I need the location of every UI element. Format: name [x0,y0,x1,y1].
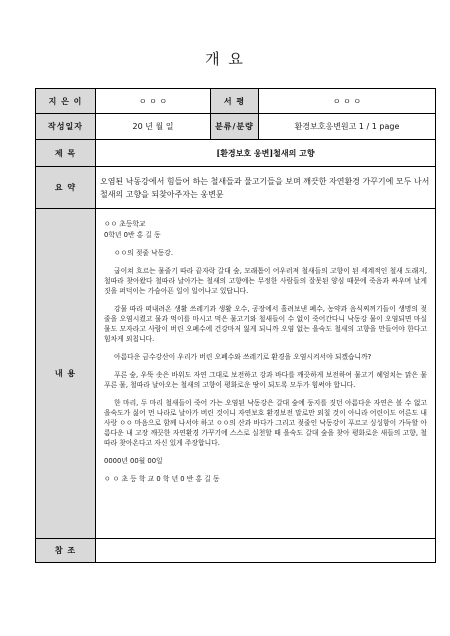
reference-value [96,539,436,563]
author-value: ㅇ ㅇ ㅇ [96,89,211,114]
category-label: 분류/분량 [211,114,259,140]
author-label: 지 은 이 [36,89,96,114]
summary-form-table [35,88,436,563]
school-line: ㅇㅇ 초등학교 [104,220,146,228]
category-value: 환경보호응변원고 1 / 1 page [259,114,436,140]
paragraph: 푸른 숲, 우뚝 솟은 바위도 자연 그대로 보전하고 강과 바다를 깨끗하게 보전하여 물고기 헤엄치는 맑은 물 푸른 물, 철따라 날아오는 철새의 고향이 평화로운 땅이 되도록 모두가 힘써야 합니다. [104,371,427,389]
date-label: 작성일자 [36,114,96,140]
subject-label: 제 목 [36,140,96,167]
content-label: 내 용 [36,209,96,539]
date-line: 0000년 00월 00일 [104,457,163,465]
subject-row [36,140,436,167]
content-row [36,209,436,539]
author-row [36,89,436,114]
reviewer-label: 서 평 [211,89,259,114]
signature-line: ㅇ ㅇ 초 등 학 교 0 학 년 0 반 홍 길 동 [104,475,220,483]
reference-label: 참 조 [36,539,96,563]
date-row [36,114,436,140]
paragraph: ㅇㅇ의 젖줄 낙동강. [114,249,174,257]
paragraph: 강물 따라 떠내려온 생활 쓰레기과 생활 오수, 공장에서 흘려보낸 폐수, 농약과 음식찌꺼기들이 생명의 젖줄을 오염시켰고 물과 먹이를 마시고 먹은 물고기와 철새들이 수 없이 죽어간다니 낙동강 물이 오염되면 마실 물도 모자라고 사람이 버린 오폐수에 건강마저 잃게 되니까 오염 없는 을숙도 철새의 고향을 만들어야 한다고 힘차게 외칩니다. [104,305,427,343]
reference-row [36,539,436,563]
paragraph: 한 마리, 두 마리 철새들이 죽어 가는 오염된 낙동강은 갈대 숲에 둥지를 짓던 아름다운 자연은 볼 수 없고 을숙도가 싫어 먼 나라로 날아가 버린 것이니 자연보호 환경보전 말로만 외칠 것이 아니라 어린이도 어른도 내 사랑 ㅇㅇ 마음으로 함께 나서야 하고 ㅇㅇ의 산과 바다가 그리고 젖줄인 낙동강이 푸르고 싱싱함이 가득할 아름다운 내 고장 깨끗한 자연환경 가꾸기에 스스로 실천할 때 을숙도 갈대 숲을 찾아 평화로운 새들의 고향, 철따라 찾아온다고 자신 있게 주장합니다. [104,399,427,447]
subject-value: [환경보호 웅변]철새의 고향 [96,140,436,167]
speaker-line: 0학년 0반 홍 길 동 [104,231,161,239]
date-value: 20 년 월 일 [96,114,211,140]
paragraph: 아름다운 금수강산이 우리가 버린 오폐수와 쓰레기로 환경을 오염시켜서야 되겠습니까? [114,353,372,361]
summary-row [36,167,436,209]
reviewer-value: ㅇ ㅇ ㅇ [259,89,436,114]
summary-value: 오염된 낙동강에서 힘들어 하는 철새들과 물고기들을 보며 깨끗한 자연환경 가꾸기에 모두 나서 철새의 고향을 되찾아주자는 웅변문 [96,167,436,209]
page-title: 개 요 [205,50,245,68]
summary-label: 요 약 [36,167,96,209]
paragraph: 굽이쳐 흐르는 물줄기 따라 끝자락 갈대 숲, 모래톱이 어우러져 철새들의 고향이 된 세계적인 철새 도래지, 철따라 찾아왔다 철따라 날아가는 철새의 고향에는 무정한 사람들의 잘못된 양심 때문에 죽음과 싸우며 날게 짓을 퍼덕이는 가슴아픈 일이 일어나고 있답니다. [104,267,427,295]
content-body [96,209,436,539]
